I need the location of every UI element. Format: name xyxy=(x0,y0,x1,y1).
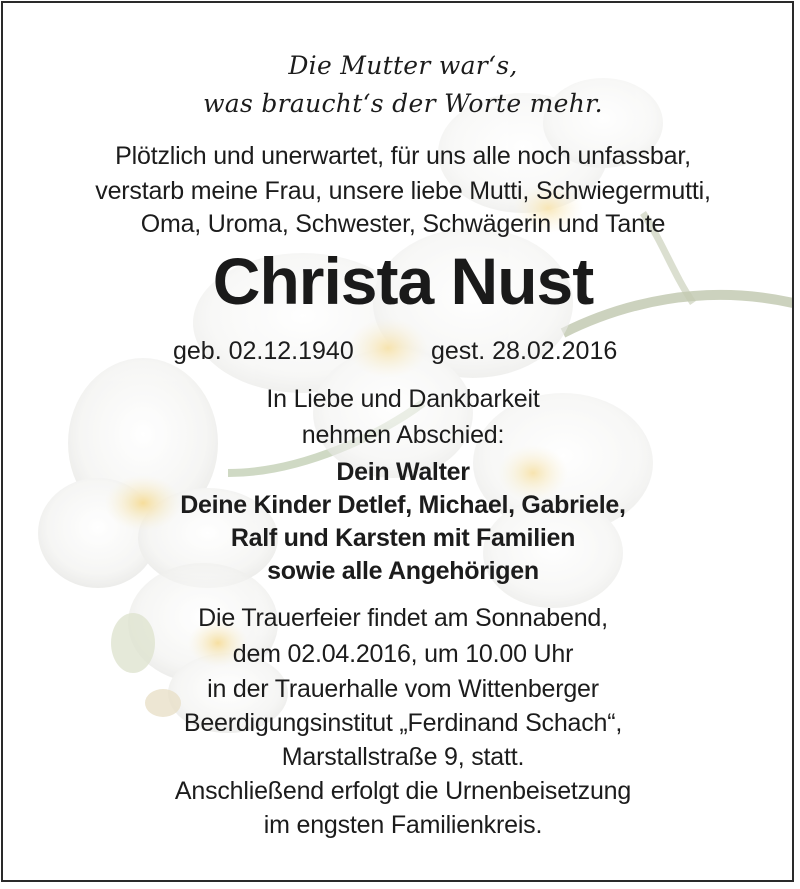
service-line-5: Marstallstraße 9, statt. xyxy=(281,743,525,771)
service-line-6: Anschließend erfolgt die Urnenbeisetzung xyxy=(174,777,632,805)
intro-line-1: Plötzlich und unerwartet, für uns alle noch unfassbar, xyxy=(115,142,691,170)
mourner-line-4: sowie alle Angehörigen xyxy=(267,557,539,585)
service-line-4: Beerdigungsinstitut „Ferdinand Schach“, xyxy=(183,709,623,737)
motto-line-1: Die Mutter war‘s, xyxy=(288,51,518,80)
obituary-card xyxy=(1,1,794,882)
service-line-1: Die Trauerfeier findet am Sonnabend, xyxy=(198,604,608,632)
farewell-line-1: In Liebe und Dankbarkeit xyxy=(266,385,540,413)
service-line-7: im engsten Familienkreis. xyxy=(263,811,543,839)
farewell-line-2: nehmen Abschied: xyxy=(301,421,505,449)
intro-line-2: verstarb meine Frau, unsere liebe Mutti, Schwiegermutti, xyxy=(95,177,711,205)
deceased-name: Christa Nust xyxy=(212,244,594,318)
intro-line-3: Oma, Uroma, Schwester, Schwägerin und Tante xyxy=(140,210,666,238)
birth-date: geb. 02.12.1940 xyxy=(173,337,354,365)
motto-line-2: was braucht‘s der Worte mehr. xyxy=(203,89,603,118)
mourner-line-2: Deine Kinder Detlef, Michael, Gabriele, xyxy=(180,491,626,519)
service-line-3: in der Trauerhalle vom Wittenberger xyxy=(207,675,599,703)
mourner-line-1: Dein Walter xyxy=(336,458,470,486)
mourner-line-3: Ralf und Karsten mit Familien xyxy=(230,524,576,552)
death-date: gest. 28.02.2016 xyxy=(431,337,618,365)
service-line-2: dem 02.04.2016, um 10.00 Uhr xyxy=(232,640,574,668)
